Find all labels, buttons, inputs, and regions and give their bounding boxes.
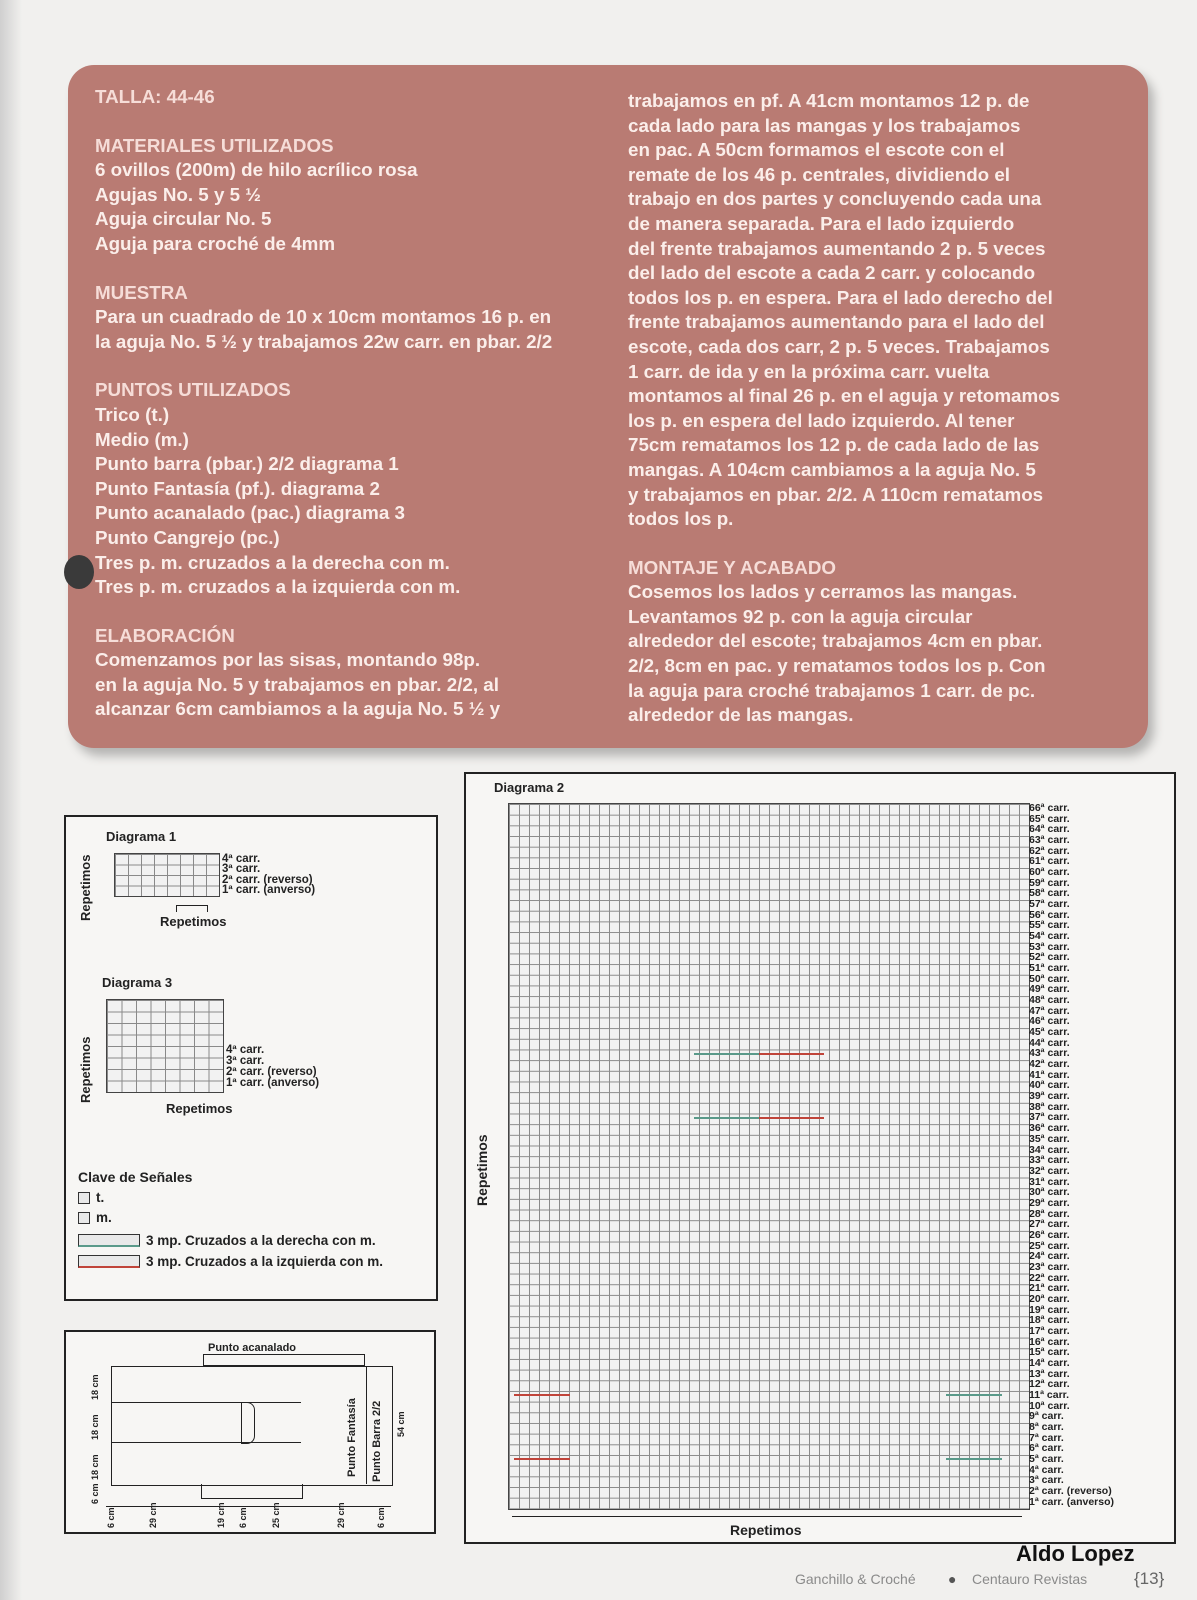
diagram2-row-label: 50ª carr. [1029,972,1070,985]
elaboracion-cont-line: remate de los 46 p. centrales, dividiendo el [628,163,1011,185]
elaboracion-cont-line: 75cm rematamos los 12 p. de cada lado de las [628,434,1040,456]
elaboracion-cont-line: los p. en espera del lado izquierdo. Al tener [628,409,1015,431]
materiales-line: Agujas No. 5 y 5 ½ [95,183,261,205]
montaje-line: alrededor del escote; trabajamos 4cm en pbar. [628,630,1043,652]
elaboracion-cont-line: trabajo en dos partes y concluyendo cada una [628,188,1042,210]
schematic-vert-measure: 6 cm [90,1483,100,1504]
key-item-trico [78,1190,104,1205]
diagram2-row-label: 14ª carr. [1029,1356,1070,1369]
diagram2-row-label: 36ª carr. [1029,1122,1070,1135]
diagram2-row-label: 11ª carr. [1029,1388,1070,1401]
elaboracion-cont-line: de manera separada. Para el lado izquierdo [628,212,1015,234]
instructions-panel [68,65,1148,748]
puntos-line: Punto acanalado (pac.) diagrama 3 [95,502,405,524]
diagram2-row-label: 21ª carr. [1029,1282,1070,1295]
elaboracion-line: alcanzar 6cm cambiamos a la aguja No. 5 ½ y [95,698,501,720]
diagram2-row-label: 15ª carr. [1029,1346,1070,1359]
instructions-right-column [628,89,1128,728]
diagram2-row-label: 52ª carr. [1029,951,1070,964]
schematic-right-measure: 54 cm [396,1411,406,1437]
diagram1-title: Diagrama 1 [106,829,177,844]
schematic-vert-measure: 18 cm [90,1374,100,1400]
diagram2-row-label: 32ª carr. [1029,1164,1070,1177]
key-item-medio [78,1210,112,1225]
schematic-bottom-measure: 6 cm [376,1507,386,1528]
instructions-left-column [95,85,585,722]
materiales-line: 6 ovillos (200m) de hilo acrílico rosa [95,159,418,181]
trico-symbol-icon [78,1192,90,1204]
diagram2-row-label: 64ª carr. [1029,823,1070,836]
materiales-heading: MATERIALES UTILIZADOS [95,134,334,156]
diagram1-grid [114,853,220,897]
diagram2-row-label: 61ª carr. [1029,855,1070,868]
cross-stitch-marker [946,1394,1002,1396]
cross-stitch-marker [694,1053,824,1055]
elaboracion-cont-line: trabajamos en pf. A 41cm montamos 12 p. de [628,90,1030,111]
schematic-vert-measure: 18 cm [90,1454,100,1480]
schematic-bottom-measure: 19 cm [216,1502,226,1528]
elaboracion-line: Comenzamos por las sisas, montando 98p. [95,649,481,671]
diagram2-row-label: 40ª carr. [1029,1079,1070,1092]
diagram2-row-label: 42ª carr. [1029,1058,1070,1071]
diagram1-repeat-bracket [176,905,208,912]
elaboracion-cont-line: todos los p. [628,508,734,530]
diagram2-row-label: 7ª carr. [1029,1431,1064,1444]
footer-publisher: Centauro Revistas [972,1571,1088,1587]
schematic-line [111,1442,301,1443]
diagram2-row-label: 29ª carr. [1029,1196,1070,1209]
diagram2-row-label: 17ª carr. [1029,1324,1070,1337]
diagram2-row-label: 6ª carr. [1029,1442,1064,1455]
elaboracion-line: en la aguja No. 5 y trabajamos en pbar. 2/2, al [95,673,499,695]
diagram2-row-label: 65ª carr. [1029,812,1070,825]
diagram2-row-label: 19ª carr. [1029,1303,1070,1316]
montaje-line: 2/2, 8cm en pac. y rematamos todos los p. Con [628,655,1046,677]
montaje-line: alrededor de las mangas. [628,704,854,726]
cross-stitch-marker [946,1458,1002,1460]
diagram2-row-label: 59ª carr. [1029,876,1070,889]
diagram2-row-label: 53ª carr. [1029,940,1070,953]
diagram2-row-label: 20ª carr. [1029,1292,1070,1305]
diagram2-row-label: 2ª carr. (reverso) [1029,1485,1112,1497]
elaboracion-cont-line: escote, cada dos carr, 2 p. 5 veces. Trabajamos [628,335,1050,357]
diagram2-repeat-vertical: Repetimos [474,1134,490,1206]
cross-stitch-marker [694,1117,824,1119]
diagram2-row-label: 30ª carr. [1029,1186,1070,1199]
schematic-top-label: Punto acanalado [208,1342,297,1354]
schematic-line [111,1402,301,1403]
right-cross-symbol-icon [78,1234,140,1247]
diagram2-row-label: 41ª carr. [1029,1068,1070,1081]
diagram1-row-label: 4ª carr. [222,853,261,865]
materiales-line: Aguja circular No. 5 [95,208,272,230]
cross-stitch-marker [514,1458,570,1460]
montaje-line: Levantamos 92 p. con la aguja circular [628,605,973,627]
diagram2-row-label: 12ª carr. [1029,1378,1070,1391]
page-binding-shadow [0,0,22,1600]
schematic-hem [201,1484,303,1499]
diagram2-repeat-line [512,1516,1022,1517]
diagram2-row-label: 18ª carr. [1029,1314,1070,1327]
key-item-label: m. [96,1210,112,1225]
diagram2-grid [508,803,1030,1510]
diagram2-row-label: 34ª carr. [1029,1143,1070,1156]
schematic-fantasia-label: Punto Fantasía [346,1398,358,1477]
muestra-heading: MUESTRA [95,281,188,303]
key-item-right-cross [78,1233,376,1248]
diagram2-row-label: 43ª carr. [1029,1047,1070,1060]
schematic-bottom-measure: 6 cm [238,1507,248,1528]
elaboracion-cont-line: frente trabajamos aumentando para el lado del [628,311,1045,333]
elaboracion-cont-line: 1 carr. de ida y en la próxima carr. vuelta [628,360,990,382]
schematic-collar [203,1354,365,1366]
diagram2-row-label: 58ª carr. [1029,887,1070,900]
schematic-bottom-measure: 29 cm [336,1502,346,1528]
schematic-bottom-measure: 6 cm [106,1507,116,1528]
diagram2-title: Diagrama 2 [494,780,565,795]
muestra-line: la aguja No. 5 ½ y trabajamos 22w carr. en pbar. 2/2 [95,330,553,352]
diagram2-row-label: 62ª carr. [1029,844,1070,857]
puntos-line: Tres p. m. cruzados a la izquierda con m. [95,576,461,598]
signature-watermark: Aldo Lopez [1016,1541,1135,1566]
diagram1-row-label: 2ª carr. (reverso) [222,874,313,886]
puntos-line: Punto barra (pbar.) 2/2 diagrama 1 [95,453,399,475]
elaboracion-heading: ELABORACIÓN [95,624,235,646]
diagram1-row-label: 3ª carr. [222,863,261,875]
footer-magazine: Ganchillo & Croché [795,1571,916,1587]
puntos-heading: PUNTOS UTILIZADOS [95,379,291,401]
diagram2-row-label: 10ª carr. [1029,1399,1070,1412]
diagram2-row-label: 60ª carr. [1029,866,1070,879]
diagram3-row-label: 3ª carr. [226,1055,265,1067]
muestra-line: Para un cuadrado de 10 x 10cm montamos 16 p. en [95,306,552,328]
diagram1-repeat-horizontal: Repetimos [160,914,227,929]
diagram2-row-label: 1ª carr. (anverso) [1029,1495,1115,1508]
diagram2-row-label: 9ª carr. [1029,1410,1064,1423]
diagram2-row-labels [1029,803,1149,1507]
diagram3-row-label: 2ª carr. (reverso) [226,1066,317,1078]
diagram3-repeat-horizontal: Repetimos [166,1101,233,1116]
diagram3-row-label: 1ª carr. (anverso) [226,1077,320,1089]
montaje-heading: MONTAJE Y ACABADO [628,556,837,578]
diagram2-row-label: 16ª carr. [1029,1335,1070,1348]
elaboracion-cont-line: del frente trabajamos aumentando 2 p. 5 veces [628,237,1046,259]
puntos-line: Trico (t.) [95,403,170,425]
diagram2-row-label: 39ª carr. [1029,1090,1070,1103]
footer-page-number: {13} [1134,1569,1165,1588]
diagram2-repeat-horizontal: Repetimos [730,1522,802,1538]
diagram2-row-label: 23ª carr. [1029,1260,1070,1273]
diagram2-row-label: 25ª carr. [1029,1239,1070,1252]
diagram2-row-label: 55ª carr. [1029,919,1070,932]
diagram2-row-label: 33ª carr. [1029,1154,1070,1167]
key-item-left-cross [78,1254,383,1269]
puntos-line: Punto Cangrejo (pc.) [95,526,280,548]
diagram2-row-label: 63ª carr. [1029,834,1070,847]
diagram2-row-label: 44ª carr. [1029,1036,1070,1049]
cross-stitch-marker [514,1394,570,1396]
montaje-line: la aguja para croché trabajamos 1 carr. de pc. [628,679,1036,701]
diagram2-row-label: 5ª carr. [1029,1452,1064,1465]
medio-symbol-icon [78,1212,90,1224]
diagram2-row-label: 56ª carr. [1029,908,1070,921]
diagram3-row-label: 4ª carr. [226,1044,265,1056]
elaboracion-cont-line: en pac. A 50cm formamos el escote con el [628,139,1005,161]
diagram2-row-label: 48ª carr. [1029,994,1070,1007]
diagram2-row-label: 37ª carr. [1029,1111,1070,1124]
diagram2-row-label: 46ª carr. [1029,1015,1070,1028]
diagram2-row-label: 45ª carr. [1029,1026,1070,1039]
left-cross-symbol-icon [78,1255,140,1268]
schematic-vert-measure: 18 cm [90,1414,100,1440]
diagrams-box [64,815,438,1301]
schematic-box [64,1330,436,1534]
diagram2-row-label: 27ª carr. [1029,1218,1070,1231]
schematic-barra-label: Punto Barra 2/2 [371,1400,383,1482]
montaje-line: Cosemos los lados y cerramos las mangas. [628,581,1018,603]
schematic-bottom-measure: 29 cm [148,1502,158,1528]
diagram2-row-label: 66ª carr. [1029,802,1070,814]
key-title: Clave de Señales [78,1169,193,1185]
diagram2-row-label: 13ª carr. [1029,1367,1070,1380]
elaboracion-cont-line: montamos al final 26 p. en el aguja y retomamos [628,385,1061,407]
diagram1-row-label: 1ª carr. (anverso) [222,884,316,896]
key-item-label: 3 mp. Cruzados a la izquierda con m. [146,1254,384,1269]
diagram3-repeat-vertical: Repetimos [78,1036,93,1103]
puntos-line: Tres p. m. cruzados a la derecha con m. [95,551,450,573]
diagram2-row-label: 31ª carr. [1029,1175,1070,1188]
diagram2-row-label: 3ª carr. [1029,1474,1064,1487]
diagram2-row-label: 54ª carr. [1029,930,1070,943]
diagram3-grid [106,999,224,1093]
elaboracion-cont-line: y trabajamos en pbar. 2/2. A 110cm rematamos [628,483,1044,505]
binder-hole [64,555,94,589]
puntos-line: Medio (m.) [95,428,189,450]
diagram2-row-label: 4ª carr. [1029,1463,1064,1476]
diagram1-repeat-vertical: Repetimos [78,854,93,921]
footer-bullet: ● [948,1571,957,1587]
diagram2-row-label: 24ª carr. [1029,1250,1070,1263]
diagram2-row-label: 8ª carr. [1029,1420,1064,1433]
diagram2-row-label: 47ª carr. [1029,1004,1070,1017]
key-item-label: 3 mp. Cruzados a la derecha con m. [146,1233,376,1248]
diagram2-row-label: 49ª carr. [1029,983,1070,996]
elaboracion-cont-line: del lado del escote a cada 2 carr. y colocando [628,262,1036,284]
diagram2-row-label: 38ª carr. [1029,1100,1070,1113]
diagram2-row-label: 28ª carr. [1029,1207,1070,1220]
elaboracion-cont-line: mangas. A 104cm cambiamos a la aguja No. 5 [628,458,1036,480]
diagram2-row-label: 57ª carr. [1029,898,1070,911]
talla-heading: TALLA: 44-46 [95,86,215,107]
elaboracion-cont-line: cada lado para las mangas y los trabajamos [628,114,1021,136]
puntos-line: Punto Fantasía (pf.). diagrama 2 [95,477,380,499]
elaboracion-cont-line: todos los p. en espera. Para el lado derecho del [628,286,1053,308]
schematic-armhole [241,1402,255,1444]
diagram2-row-label: 22ª carr. [1029,1271,1070,1284]
diagram2-row-label: 51ª carr. [1029,962,1070,975]
diagram2-row-label: 35ª carr. [1029,1132,1070,1145]
diagram3-title: Diagrama 3 [102,975,173,990]
materiales-line: Aguja para croché de 4mm [95,232,336,254]
key-item-label: t. [96,1190,105,1205]
schematic-bottom-measure: 25 cm [271,1502,281,1528]
diagram2-row-label: 26ª carr. [1029,1228,1070,1241]
